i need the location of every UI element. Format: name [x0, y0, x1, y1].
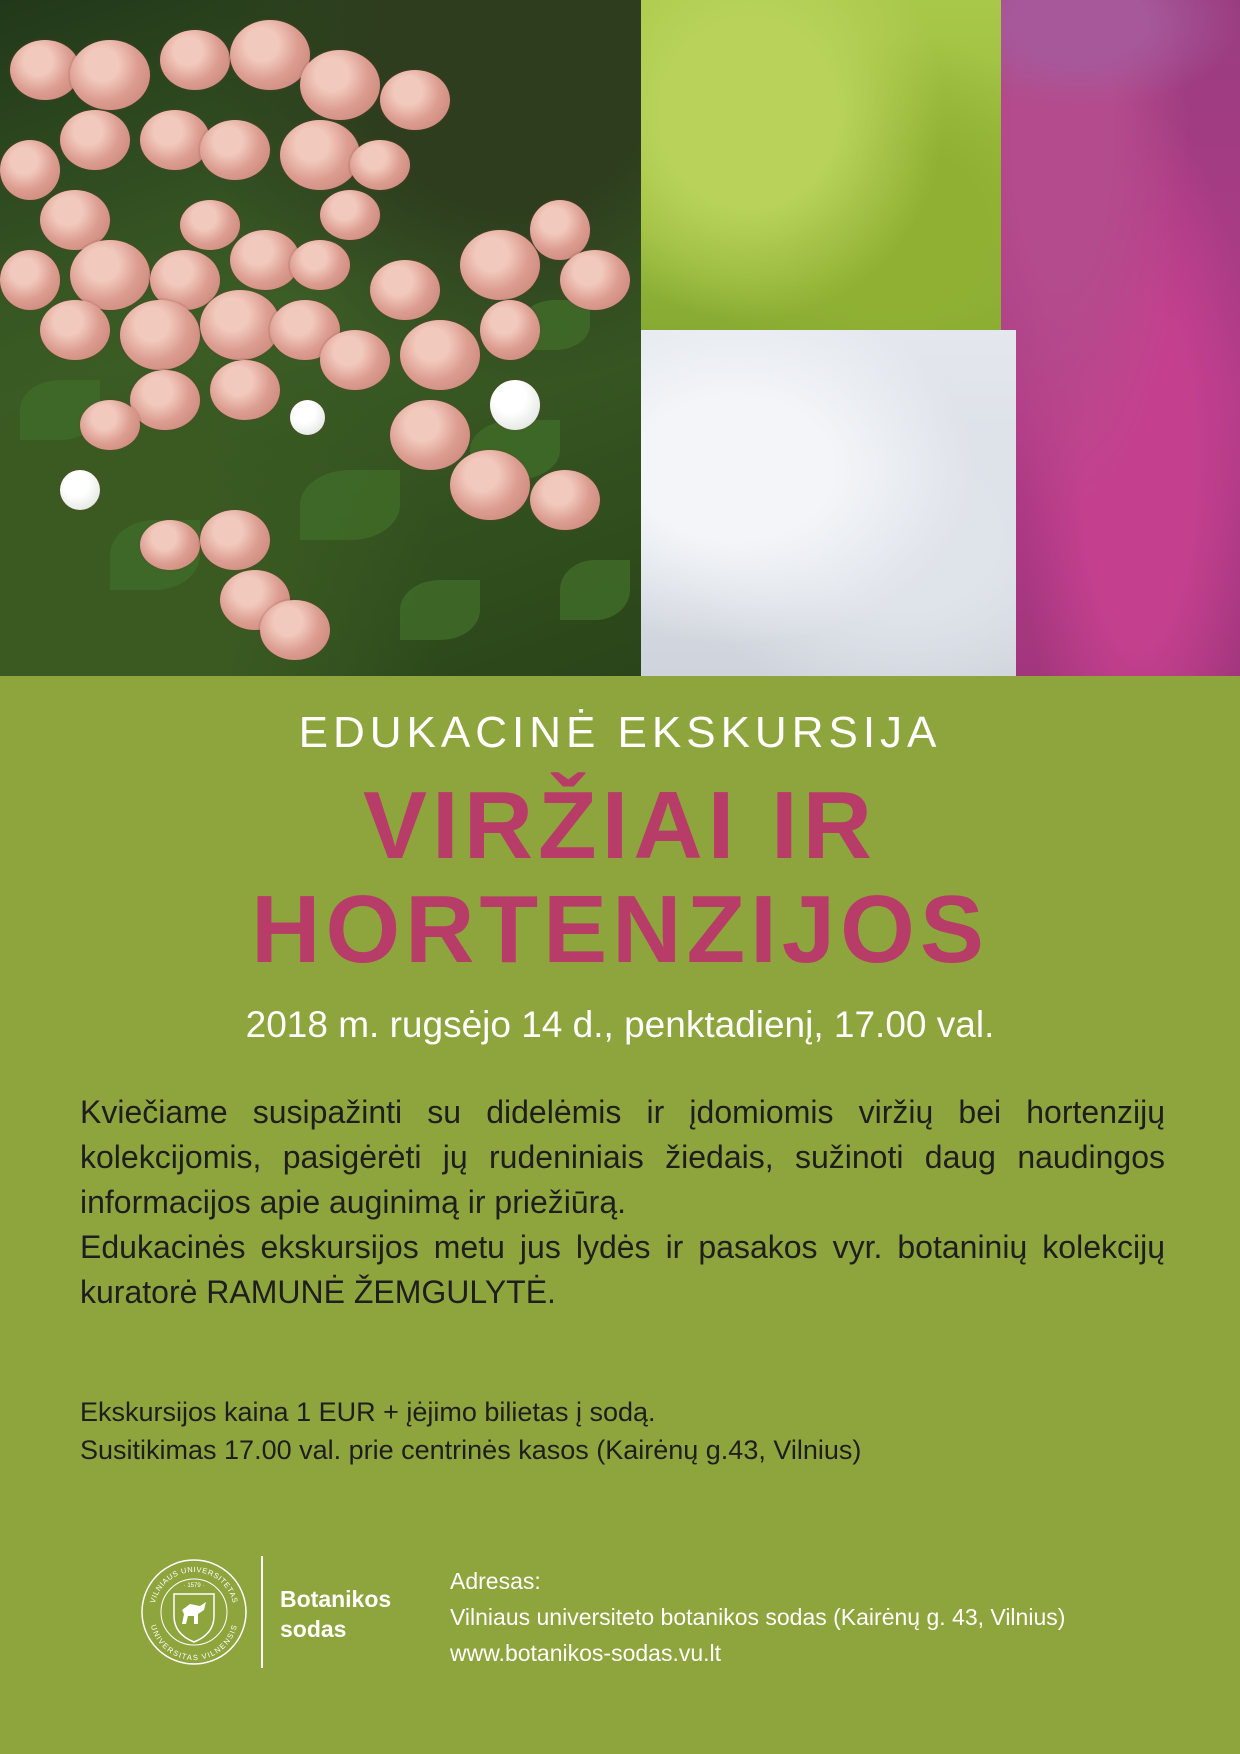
footer — [0, 1554, 1240, 1684]
event-title-line1: VIRŽIAI IR — [362, 772, 877, 879]
seal-text-bottom: UNIVERSITAS VILNENSIS — [149, 1623, 239, 1663]
address-label: Adresas: — [450, 1568, 541, 1594]
meeting-text: Susitikimas 17.00 val. prie centrinės kasos (Kairėnų g.43, Vilnius) — [80, 1435, 862, 1465]
brand-line-1: Botanikos — [280, 1586, 392, 1612]
university-seal-icon — [140, 1558, 248, 1666]
price-text: Ekskursijos kaina 1 EUR + įėjimo bilietas į sodą. — [80, 1397, 656, 1427]
description-paragraph-2: Edukacinės ekskursijos metu jus lydės ir pasakos vyr. botaninių kolekcijų kuratorė RAMUNĖ ŽEMGULYTĖ. — [80, 1229, 1165, 1310]
photo-header — [0, 0, 1240, 676]
heather-photo — [641, 0, 1240, 676]
description-paragraph-1: Kviečiame susipažinti su didelėmis ir įdomiomis viržių bei hortenzijų kolekcijomis, pasigėrėti jų rudeniniais žiedais, sužinoti daug naudingos informacijos apie auginimą ir priežiūrą. — [80, 1094, 1165, 1220]
seal-text-top: VILNIAUS UNIVERSITETAS — [148, 1564, 240, 1605]
poster-content — [0, 676, 1240, 1754]
address-block — [450, 1563, 1065, 1671]
website-link[interactable]: www.botanikos-sodas.vu.lt — [450, 1640, 722, 1666]
brand-line-2: sodas — [280, 1616, 347, 1642]
event-title — [0, 774, 1240, 982]
event-description — [80, 1090, 1165, 1315]
seal-year: · 1579 · — [183, 1583, 205, 1589]
event-title-line2: HORTENZIJOS — [251, 876, 989, 983]
address-value: Vilniaus universiteto botanikos sodas (Kairėnų g. 43, Vilnius) — [450, 1604, 1066, 1630]
botanical-garden-brand — [280, 1584, 391, 1644]
footer-divider — [261, 1556, 263, 1668]
event-subtitle: EDUKACINĖ EKSKURSIJA — [298, 708, 942, 757]
event-date: 2018 m. rugsėjo 14 d., penktadienį, 17.00 val. — [245, 1004, 995, 1045]
hydrangea-photo — [0, 0, 641, 676]
event-info — [80, 1393, 1165, 1469]
